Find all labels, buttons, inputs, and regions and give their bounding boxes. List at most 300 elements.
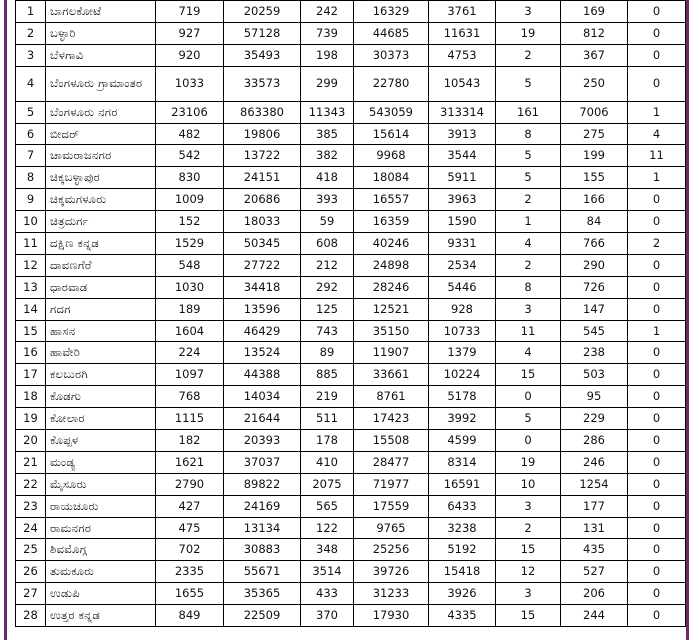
district-name-cell: ಉತ್ತರ ಕನ್ನಡ [46, 605, 156, 627]
value-cell-1: 427 [156, 495, 224, 517]
value-cell-1: 482 [156, 123, 224, 145]
value-cell-7: 766 [561, 233, 628, 255]
value-cell-6: 3 [496, 298, 561, 320]
value-cell-2: 46429 [224, 320, 301, 342]
value-cell-1: 1621 [156, 451, 224, 473]
value-cell-5: 5446 [429, 276, 496, 298]
value-cell-6: 8 [496, 276, 561, 298]
value-cell-4: 24898 [354, 254, 429, 276]
district-name-cell: ರಾಯಚೂರು [46, 495, 156, 517]
value-cell-5: 3926 [429, 583, 496, 605]
value-cell-6: 10 [496, 473, 561, 495]
value-cell-6: 2 [496, 44, 561, 66]
value-cell-3: 125 [301, 298, 354, 320]
table-row [16, 123, 686, 145]
district-name-cell: ದಕ್ಷಿಣ ಕನ್ನಡ [46, 233, 156, 255]
value-cell-7: 84 [561, 211, 628, 233]
value-cell-4: 44685 [354, 22, 429, 44]
value-cell-8: 0 [628, 211, 686, 233]
value-cell-5: 3761 [429, 1, 496, 23]
value-cell-1: 1033 [156, 66, 224, 101]
value-cell-1: 1097 [156, 364, 224, 386]
value-cell-7: 246 [561, 451, 628, 473]
table-row [16, 22, 686, 44]
value-cell-7: 95 [561, 386, 628, 408]
district-name-cell: ರಾಮನಗರ [46, 517, 156, 539]
table-row [16, 408, 686, 430]
value-cell-3: 743 [301, 320, 354, 342]
district-name-cell: ಕಲಬುರಗಿ [46, 364, 156, 386]
table-row [16, 473, 686, 495]
value-cell-6: 4 [496, 233, 561, 255]
serial-number-cell: 12 [16, 254, 46, 276]
district-name-cell: ಚಿಕ್ಕಮಗಳೂರು [46, 189, 156, 211]
value-cell-2: 89822 [224, 473, 301, 495]
value-cell-1: 830 [156, 167, 224, 189]
serial-number-cell: 6 [16, 123, 46, 145]
value-cell-5: 3238 [429, 517, 496, 539]
value-cell-1: 542 [156, 145, 224, 167]
value-cell-3: 565 [301, 495, 354, 517]
value-cell-2: 34418 [224, 276, 301, 298]
value-cell-8: 0 [628, 22, 686, 44]
table-row [16, 44, 686, 66]
value-cell-4: 16329 [354, 1, 429, 23]
value-cell-2: 13134 [224, 517, 301, 539]
value-cell-6: 2 [496, 189, 561, 211]
value-cell-3: 511 [301, 408, 354, 430]
value-cell-1: 920 [156, 44, 224, 66]
value-cell-4: 9765 [354, 517, 429, 539]
value-cell-1: 768 [156, 386, 224, 408]
district-name-cell: ಬೆಂಗಳೂರು ಗ್ರಾಮಾಂತರ [46, 66, 156, 101]
value-cell-6: 15 [496, 539, 561, 561]
table-row [16, 430, 686, 452]
value-cell-8: 0 [628, 386, 686, 408]
value-cell-8: 1 [628, 101, 686, 123]
value-cell-7: 290 [561, 254, 628, 276]
value-cell-7: 131 [561, 517, 628, 539]
value-cell-1: 2335 [156, 561, 224, 583]
value-cell-5: 3544 [429, 145, 496, 167]
value-cell-4: 33661 [354, 364, 429, 386]
value-cell-8: 0 [628, 583, 686, 605]
value-cell-6: 11 [496, 320, 561, 342]
value-cell-7: 250 [561, 66, 628, 101]
serial-number-cell: 26 [16, 561, 46, 583]
value-cell-2: 21644 [224, 408, 301, 430]
value-cell-6: 4 [496, 342, 561, 364]
value-cell-3: 3514 [301, 561, 354, 583]
district-name-cell: ಬೆಳಗಾವಿ [46, 44, 156, 66]
value-cell-7: 545 [561, 320, 628, 342]
district-name-cell: ತುಮಕೂರು [46, 561, 156, 583]
value-cell-1: 1655 [156, 583, 224, 605]
value-cell-4: 17559 [354, 495, 429, 517]
value-cell-8: 0 [628, 473, 686, 495]
value-cell-3: 385 [301, 123, 354, 145]
table-row [16, 364, 686, 386]
district-name-cell: ಚಿತ್ರದುರ್ಗ [46, 211, 156, 233]
table-row [16, 539, 686, 561]
value-cell-4: 17930 [354, 605, 429, 627]
value-cell-5: 928 [429, 298, 496, 320]
district-name-cell: ಬಳ್ಳಾರಿ [46, 22, 156, 44]
table-row [16, 583, 686, 605]
value-cell-7: 275 [561, 123, 628, 145]
value-cell-6: 5 [496, 408, 561, 430]
value-cell-7: 7006 [561, 101, 628, 123]
value-cell-7: 244 [561, 605, 628, 627]
serial-number-cell: 5 [16, 101, 46, 123]
value-cell-5: 5178 [429, 386, 496, 408]
serial-number-cell: 3 [16, 44, 46, 66]
value-cell-5: 1379 [429, 342, 496, 364]
table-row [16, 386, 686, 408]
value-cell-2: 33573 [224, 66, 301, 101]
serial-number-cell: 23 [16, 495, 46, 517]
district-name-cell: ಕೊಪ್ಪಳ [46, 430, 156, 452]
value-cell-4: 15508 [354, 430, 429, 452]
value-cell-5: 313314 [429, 101, 496, 123]
value-cell-4: 40246 [354, 233, 429, 255]
value-cell-8: 0 [628, 408, 686, 430]
value-cell-4: 35150 [354, 320, 429, 342]
serial-number-cell: 10 [16, 211, 46, 233]
table-row [16, 233, 686, 255]
value-cell-7: 726 [561, 276, 628, 298]
value-cell-3: 370 [301, 605, 354, 627]
value-cell-7: 1254 [561, 473, 628, 495]
value-cell-6: 0 [496, 386, 561, 408]
value-cell-5: 2534 [429, 254, 496, 276]
value-cell-1: 224 [156, 342, 224, 364]
value-cell-1: 23106 [156, 101, 224, 123]
table-body [16, 0, 686, 627]
value-cell-5: 9331 [429, 233, 496, 255]
value-cell-3: 198 [301, 44, 354, 66]
value-cell-2: 13524 [224, 342, 301, 364]
value-cell-5: 10224 [429, 364, 496, 386]
value-cell-4: 28246 [354, 276, 429, 298]
serial-number-cell: 2 [16, 22, 46, 44]
value-cell-6: 0 [496, 430, 561, 452]
value-cell-2: 863380 [224, 101, 301, 123]
district-data-table [15, 0, 686, 627]
value-cell-6: 8 [496, 123, 561, 145]
serial-number-cell: 4 [16, 66, 46, 101]
value-cell-5: 11631 [429, 22, 496, 44]
value-cell-2: 55671 [224, 561, 301, 583]
value-cell-4: 39726 [354, 561, 429, 583]
value-cell-3: 382 [301, 145, 354, 167]
table-row [16, 605, 686, 627]
serial-number-cell: 22 [16, 473, 46, 495]
value-cell-2: 13722 [224, 145, 301, 167]
value-cell-5: 10733 [429, 320, 496, 342]
serial-number-cell: 13 [16, 276, 46, 298]
serial-number-cell: 16 [16, 342, 46, 364]
value-cell-5: 3963 [429, 189, 496, 211]
value-cell-4: 71977 [354, 473, 429, 495]
value-cell-8: 0 [628, 298, 686, 320]
value-cell-1: 1030 [156, 276, 224, 298]
value-cell-2: 50345 [224, 233, 301, 255]
value-cell-2: 30883 [224, 539, 301, 561]
value-cell-8: 0 [628, 189, 686, 211]
district-name-cell: ಬಾಗಲಕೋಟೆ [46, 1, 156, 23]
value-cell-2: 20686 [224, 189, 301, 211]
value-cell-2: 24169 [224, 495, 301, 517]
value-cell-3: 11343 [301, 101, 354, 123]
value-cell-7: 166 [561, 189, 628, 211]
serial-number-cell: 14 [16, 298, 46, 320]
table-row [16, 495, 686, 517]
value-cell-2: 27722 [224, 254, 301, 276]
table-row [16, 342, 686, 364]
value-cell-4: 25256 [354, 539, 429, 561]
value-cell-6: 5 [496, 167, 561, 189]
value-cell-8: 0 [628, 1, 686, 23]
value-cell-8: 0 [628, 561, 686, 583]
value-cell-4: 16557 [354, 189, 429, 211]
table-row [16, 298, 686, 320]
value-cell-6: 2 [496, 517, 561, 539]
value-cell-7: 229 [561, 408, 628, 430]
value-cell-8: 0 [628, 495, 686, 517]
value-cell-1: 152 [156, 211, 224, 233]
district-name-cell: ಉಡುಪಿ [46, 583, 156, 605]
value-cell-6: 19 [496, 451, 561, 473]
value-cell-5: 15418 [429, 561, 496, 583]
district-name-cell: ಗದಗ [46, 298, 156, 320]
value-cell-8: 0 [628, 605, 686, 627]
district-name-cell: ಧಾರವಾಡ [46, 276, 156, 298]
value-cell-4: 22780 [354, 66, 429, 101]
value-cell-1: 927 [156, 22, 224, 44]
table-row [16, 254, 686, 276]
value-cell-3: 242 [301, 1, 354, 23]
table-row [16, 145, 686, 167]
value-cell-1: 189 [156, 298, 224, 320]
value-cell-5: 10543 [429, 66, 496, 101]
value-cell-8: 0 [628, 430, 686, 452]
table-row [16, 451, 686, 473]
value-cell-2: 35493 [224, 44, 301, 66]
serial-number-cell: 17 [16, 364, 46, 386]
value-cell-8: 0 [628, 364, 686, 386]
serial-number-cell: 27 [16, 583, 46, 605]
serial-number-cell: 7 [16, 145, 46, 167]
value-cell-7: 177 [561, 495, 628, 517]
serial-number-cell: 24 [16, 517, 46, 539]
value-cell-5: 8314 [429, 451, 496, 473]
value-cell-5: 6433 [429, 495, 496, 517]
value-cell-4: 28477 [354, 451, 429, 473]
value-cell-5: 4599 [429, 430, 496, 452]
value-cell-1: 1009 [156, 189, 224, 211]
district-name-cell: ಕೊಡಗು [46, 386, 156, 408]
value-cell-4: 11907 [354, 342, 429, 364]
value-cell-8: 0 [628, 539, 686, 561]
value-cell-3: 410 [301, 451, 354, 473]
table-row [16, 66, 686, 101]
value-cell-2: 20259 [224, 1, 301, 23]
value-cell-6: 3 [496, 495, 561, 517]
serial-number-cell: 15 [16, 320, 46, 342]
table-row [16, 101, 686, 123]
district-name-cell: ಮಂಡ್ಯ [46, 451, 156, 473]
value-cell-6: 5 [496, 66, 561, 101]
district-name-cell: ಬೆಂಗಳೂರು ನಗರ [46, 101, 156, 123]
value-cell-3: 433 [301, 583, 354, 605]
value-cell-6: 15 [496, 605, 561, 627]
value-cell-2: 14034 [224, 386, 301, 408]
value-cell-8: 0 [628, 342, 686, 364]
table-row [16, 1, 686, 23]
district-name-cell: ಹಾಸನ [46, 320, 156, 342]
table-row [16, 320, 686, 342]
value-cell-5: 3913 [429, 123, 496, 145]
value-cell-7: 206 [561, 583, 628, 605]
value-cell-7: 435 [561, 539, 628, 561]
value-cell-1: 1604 [156, 320, 224, 342]
table-row [16, 561, 686, 583]
value-cell-3: 885 [301, 364, 354, 386]
value-cell-4: 12521 [354, 298, 429, 320]
value-cell-5: 1590 [429, 211, 496, 233]
value-cell-2: 44388 [224, 364, 301, 386]
value-cell-1: 849 [156, 605, 224, 627]
serial-number-cell: 19 [16, 408, 46, 430]
value-cell-6: 3 [496, 1, 561, 23]
value-cell-6: 1 [496, 211, 561, 233]
value-cell-3: 219 [301, 386, 354, 408]
value-cell-3: 739 [301, 22, 354, 44]
value-cell-5: 5911 [429, 167, 496, 189]
value-cell-8: 0 [628, 276, 686, 298]
value-cell-1: 1115 [156, 408, 224, 430]
value-cell-2: 13596 [224, 298, 301, 320]
value-cell-4: 16359 [354, 211, 429, 233]
value-cell-2: 35365 [224, 583, 301, 605]
value-cell-7: 147 [561, 298, 628, 320]
serial-number-cell: 8 [16, 167, 46, 189]
value-cell-7: 527 [561, 561, 628, 583]
value-cell-4: 543059 [354, 101, 429, 123]
serial-number-cell: 25 [16, 539, 46, 561]
value-cell-3: 608 [301, 233, 354, 255]
value-cell-1: 1529 [156, 233, 224, 255]
value-cell-3: 299 [301, 66, 354, 101]
table-row [16, 276, 686, 298]
table-row [16, 211, 686, 233]
serial-number-cell: 11 [16, 233, 46, 255]
value-cell-6: 15 [496, 364, 561, 386]
value-cell-7: 155 [561, 167, 628, 189]
value-cell-8: 0 [628, 44, 686, 66]
serial-number-cell: 18 [16, 386, 46, 408]
value-cell-2: 37037 [224, 451, 301, 473]
value-cell-8: 0 [628, 254, 686, 276]
value-cell-8: 2 [628, 233, 686, 255]
value-cell-3: 393 [301, 189, 354, 211]
value-cell-3: 292 [301, 276, 354, 298]
serial-number-cell: 1 [16, 1, 46, 23]
value-cell-7: 238 [561, 342, 628, 364]
serial-number-cell: 20 [16, 430, 46, 452]
value-cell-8: 0 [628, 517, 686, 539]
value-cell-2: 57128 [224, 22, 301, 44]
value-cell-7: 812 [561, 22, 628, 44]
value-cell-3: 418 [301, 167, 354, 189]
value-cell-1: 182 [156, 430, 224, 452]
district-name-cell: ಚಿಕ್ಕಬಳ್ಳಾಪುರ [46, 167, 156, 189]
value-cell-5: 5192 [429, 539, 496, 561]
district-name-cell: ದಾವಣಗೆರೆ [46, 254, 156, 276]
value-cell-5: 16591 [429, 473, 496, 495]
value-cell-8: 0 [628, 66, 686, 101]
value-cell-2: 24151 [224, 167, 301, 189]
value-cell-8: 1 [628, 320, 686, 342]
value-cell-3: 89 [301, 342, 354, 364]
value-cell-7: 199 [561, 145, 628, 167]
value-cell-8: 0 [628, 451, 686, 473]
value-cell-7: 169 [561, 1, 628, 23]
district-name-cell: ಕೋಲಾರ [46, 408, 156, 430]
value-cell-5: 4335 [429, 605, 496, 627]
value-cell-5: 4753 [429, 44, 496, 66]
value-cell-4: 9968 [354, 145, 429, 167]
value-cell-7: 367 [561, 44, 628, 66]
value-cell-7: 286 [561, 430, 628, 452]
value-cell-2: 18033 [224, 211, 301, 233]
value-cell-1: 548 [156, 254, 224, 276]
value-cell-3: 59 [301, 211, 354, 233]
district-name-cell: ಹಾವೇರಿ [46, 342, 156, 364]
serial-number-cell: 9 [16, 189, 46, 211]
table-row [16, 189, 686, 211]
value-cell-2: 22509 [224, 605, 301, 627]
value-cell-6: 2 [496, 254, 561, 276]
value-cell-2: 20393 [224, 430, 301, 452]
value-cell-4: 17423 [354, 408, 429, 430]
value-cell-1: 2790 [156, 473, 224, 495]
value-cell-4: 30373 [354, 44, 429, 66]
value-cell-6: 161 [496, 101, 561, 123]
value-cell-5: 3992 [429, 408, 496, 430]
value-cell-4: 18084 [354, 167, 429, 189]
value-cell-8: 1 [628, 167, 686, 189]
value-cell-4: 8761 [354, 386, 429, 408]
document-frame [4, 0, 689, 640]
value-cell-4: 31233 [354, 583, 429, 605]
value-cell-6: 12 [496, 561, 561, 583]
value-cell-8: 11 [628, 145, 686, 167]
value-cell-3: 348 [301, 539, 354, 561]
value-cell-3: 2075 [301, 473, 354, 495]
value-cell-8: 4 [628, 123, 686, 145]
value-cell-6: 19 [496, 22, 561, 44]
district-name-cell: ಬೀದರ್ [46, 123, 156, 145]
value-cell-6: 3 [496, 583, 561, 605]
value-cell-3: 212 [301, 254, 354, 276]
value-cell-1: 475 [156, 517, 224, 539]
value-cell-1: 702 [156, 539, 224, 561]
serial-number-cell: 28 [16, 605, 46, 627]
value-cell-7: 503 [561, 364, 628, 386]
table-row [16, 167, 686, 189]
